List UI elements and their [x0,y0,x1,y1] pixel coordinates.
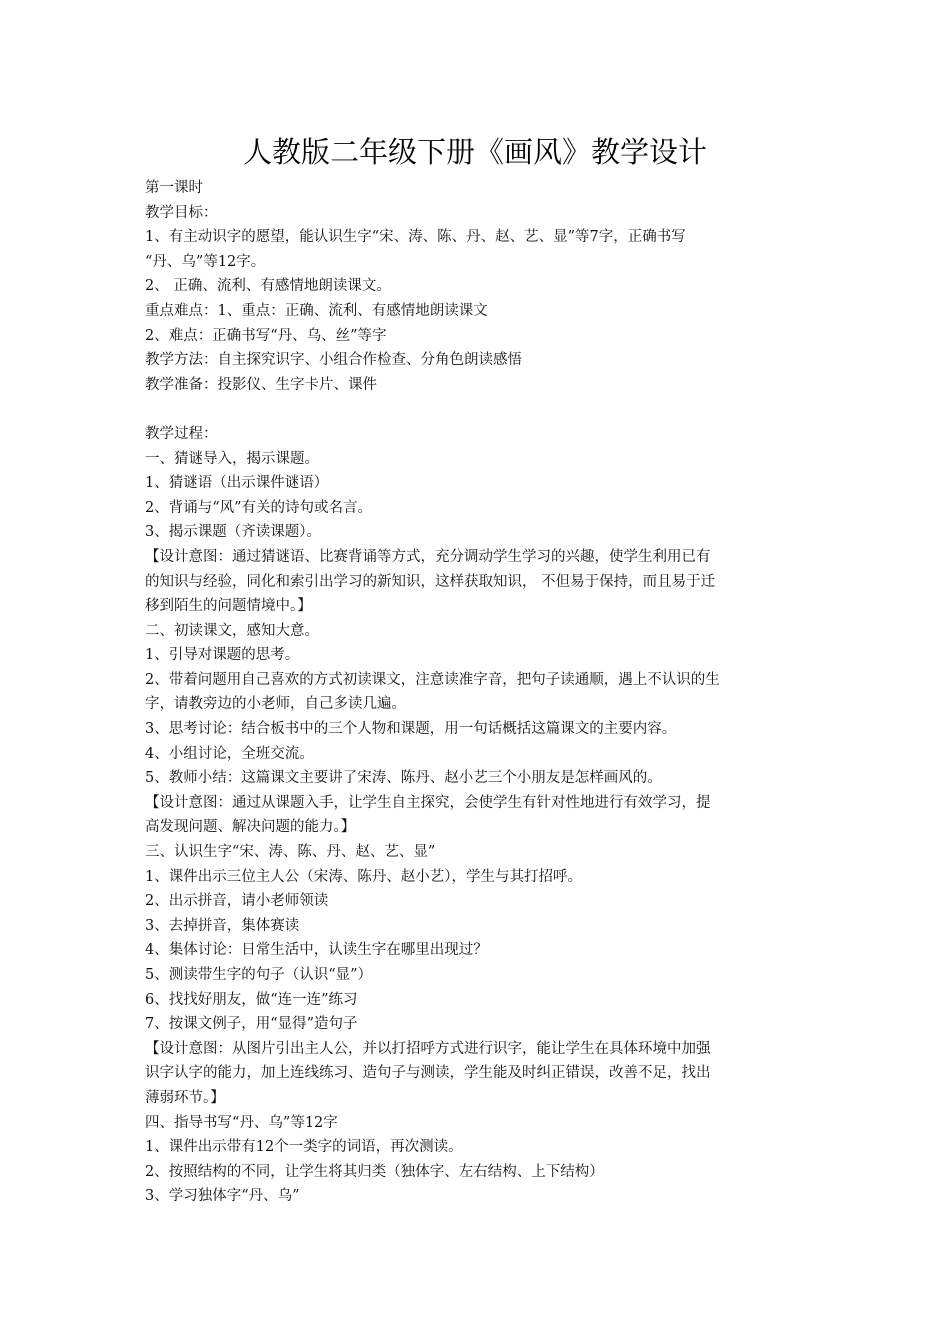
text-line: 5、教师小结：这篇课文主要讲了宋涛、陈丹、赵小艺三个小朋友是怎样画风的。 [145,770,662,787]
text-line: 教学过程： [145,425,218,442]
text-line: 移到陌生的问题情境中。】 [145,598,312,615]
text-line: 一、猜谜导入，揭示课题。 [145,450,319,467]
blank-line [145,397,810,422]
text-line: 字，请教旁边的小老师，自己多读几遍。 [145,696,406,713]
text-line: 6、找找好朋友，做“连一连”练习 [145,991,358,1008]
text-line: 1、课件出示带有12个一类字的词语，再次测读。 [145,1139,463,1156]
text-line: 2、背诵与“风”有关的诗句或名言。 [145,499,373,516]
text-line: 3、去掉拼音，集体赛读 [145,917,300,934]
text-line: 1、课件出示三位主人公（宋涛、陈丹、赵小艺），学生与其打招呼。 [145,868,582,885]
text-line: 3、揭示课题（齐读课题）。 [145,524,321,541]
text-line: 第一课时 [145,180,203,196]
text-line: 教学方法：自主探究识字、小组合作检查、分角色朗读感悟 [145,352,522,369]
document-title: 人教版二年级下册《画风》教学设计 [242,135,707,169]
text-line: “丹、乌”等12字。 [145,253,266,270]
text-line: 7、按课文例子，用“显得”造句子 [145,1016,358,1033]
text-line: 三、认识生字“宋、涛、陈、丹、赵、艺、显” [145,844,436,861]
text-line: 二、初读课文，感知大意。 [145,622,319,639]
text-line: 4、集体讨论：日常生活中，认读生字在哪里出现过？ [145,942,488,959]
text-line: 识字认字的能力，加上连线练习、造句子与测读，学生能及时纠正错误，改善不足，找出 [145,1065,711,1082]
document-body [145,176,810,1209]
text-line: 2、按照结构的不同，让学生将其归类（独体字、左右结构、上下结构） [145,1163,604,1180]
text-line: 4、小组讨论，全班交流。 [145,745,314,762]
text-line: 【设计意图：通过猜谜语、比赛背诵等方式，充分调动学生学习的兴趣，使学生利用已有 [145,548,711,565]
text-line: 四、指导书写“丹、乌”等12字 [145,1114,338,1131]
text-line: 2、出示拼音，请小老师领读 [145,893,329,910]
text-line: 1、引导对课题的思考。 [145,647,300,664]
text-line: 3、学习独体字“丹、乌” [145,1188,300,1205]
text-line: 【设计意图：从图片引出主人公，并以打招呼方式进行识字，能让学生在具体环境中加强 [145,1040,711,1057]
text-line: 【设计意图：通过从课题入手，让学生自主探究，会使学生有针对性地进行有效学习，提 [145,794,711,811]
text-line: 1、有主动识字的愿望，能认识生字“宋、涛、陈、丹、赵、艺、显”等7字，正确书写 [145,229,686,246]
text-line: 2、带着问题用自己喜欢的方式初读课文，注意读准字音，把句子读通顺，遇上不认识的生 [145,671,720,688]
text-line: 教学目标： [145,204,218,221]
text-line: 2、 正确、流利、有感情地朗读课文。 [145,278,391,295]
text-line: 高发现问题、解决问题的能力。】 [145,819,356,836]
text-line: 重点难点：1、重点：正确、流利、有感情地朗读课文 [145,302,488,319]
text-line: 薄弱环节。】 [145,1089,225,1106]
text-line: 5、测读带生字的句子（认识“显”） [145,967,373,983]
text-line: 1、猜谜语（出示课件谜语） [145,475,329,492]
text-line: 2、难点：正确书写“丹、乌、丝”等字 [145,327,387,344]
text-line: 教学准备：投影仪、生字卡片、课件 [145,376,377,393]
text-line: 的知识与经验，同化和索引出学习的新知识，这样获取知识， 不但易于保持，而且易于迁 [145,573,716,590]
text-line: 3、思考讨论：结合板书中的三个人物和课题，用一句话概括这篇课文的主要内容。 [145,721,677,738]
